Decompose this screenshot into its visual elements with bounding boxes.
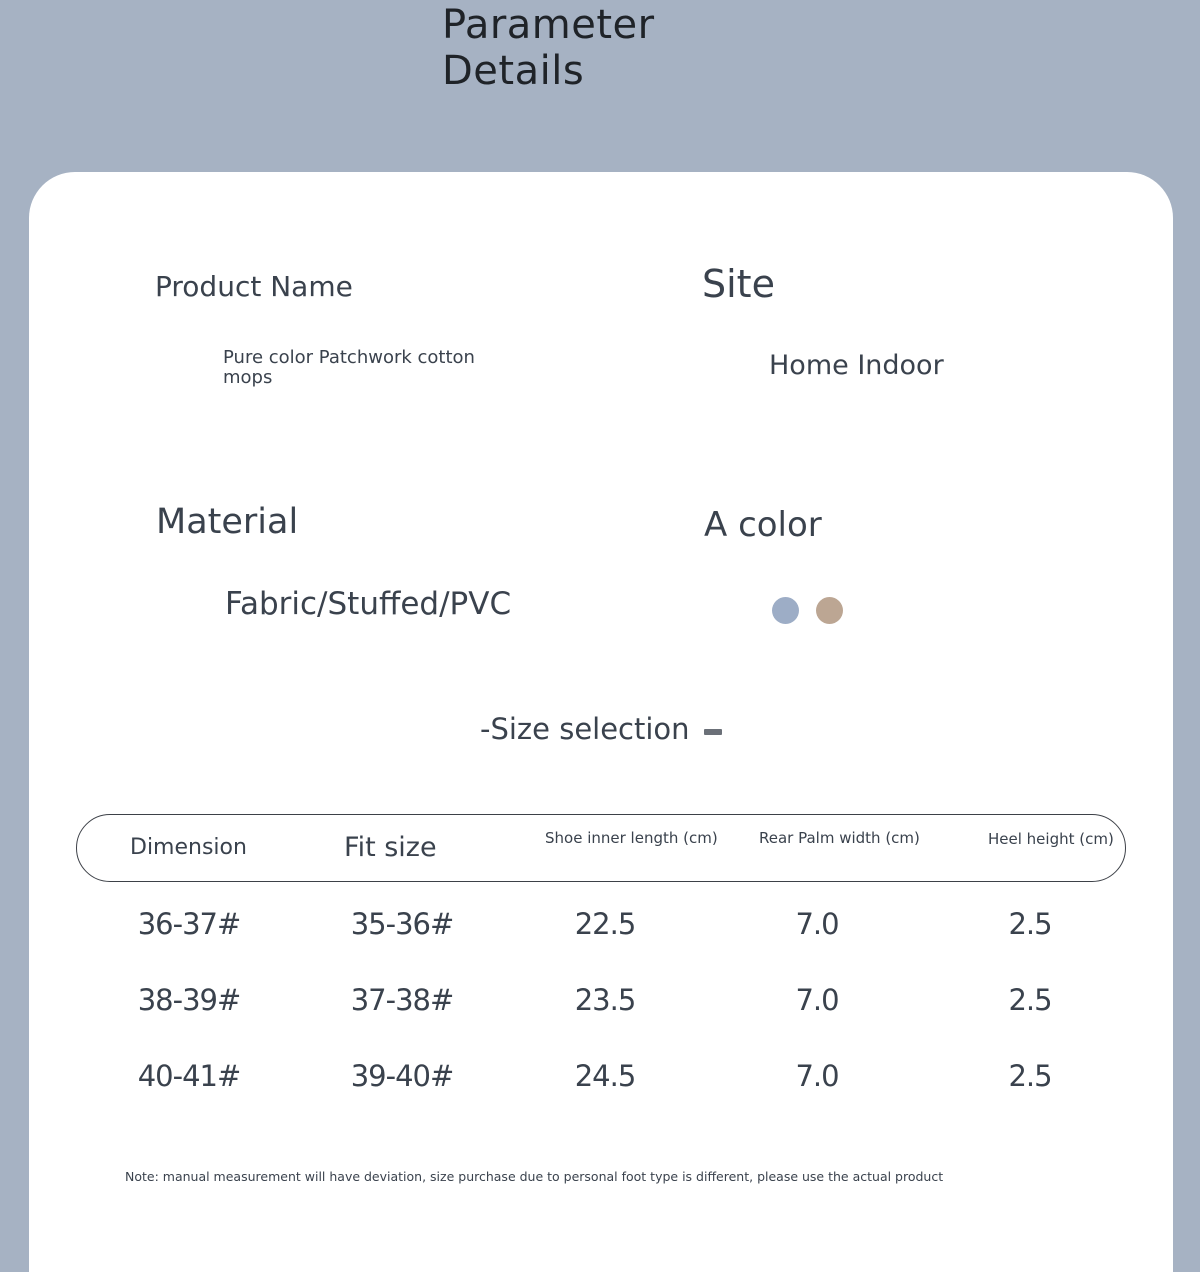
measurement-note: Note: manual measurement will have deviation, size purchase due to personal foot type is different, please use the actual product <box>125 1169 944 1184</box>
site-value: Home Indoor <box>769 350 944 381</box>
parameter-card <box>29 172 1173 1272</box>
table-cell: 22.5 <box>574 907 636 941</box>
header-rear-palm-width: Rear Palm width (cm) <box>759 829 920 847</box>
header-fit-size: Fit size <box>344 832 437 863</box>
page-title: Parameter Details <box>442 2 655 94</box>
table-cell: 35-36# <box>350 907 454 941</box>
header-dimension: Dimension <box>130 835 247 860</box>
table-cell: 38-39# <box>137 983 241 1017</box>
product-name-label: Product Name <box>155 270 353 303</box>
table-cell: 7.0 <box>795 1059 839 1093</box>
table-cell: 24.5 <box>574 1059 636 1093</box>
color-label: A color <box>704 505 822 545</box>
table-cell: 7.0 <box>795 907 839 941</box>
material-value: Fabric/Stuffed/PVC <box>225 586 512 622</box>
color-swatch-blue[interactable] <box>772 597 799 624</box>
size-table-header <box>76 814 1126 882</box>
size-selection-heading: -Size selection <box>480 712 690 746</box>
table-cell: 2.5 <box>1008 907 1052 941</box>
table-cell: 39-40# <box>350 1059 454 1093</box>
table-cell: 40-41# <box>137 1059 241 1093</box>
color-swatch-khaki[interactable] <box>816 597 843 624</box>
product-name-value: Pure color Patchwork cotton mops <box>223 347 475 388</box>
minus-icon <box>704 729 722 735</box>
material-label: Material <box>156 502 299 542</box>
table-cell: 36-37# <box>137 907 241 941</box>
table-cell: 37-38# <box>350 983 454 1017</box>
table-cell: 2.5 <box>1008 983 1052 1017</box>
header-shoe-inner-length: Shoe inner length (cm) <box>545 829 718 847</box>
site-label: Site <box>702 262 775 306</box>
table-cell: 23.5 <box>574 983 636 1017</box>
table-cell: 7.0 <box>795 983 839 1017</box>
table-cell: 2.5 <box>1008 1059 1052 1093</box>
header-heel-height: Heel height (cm) <box>988 830 1114 848</box>
